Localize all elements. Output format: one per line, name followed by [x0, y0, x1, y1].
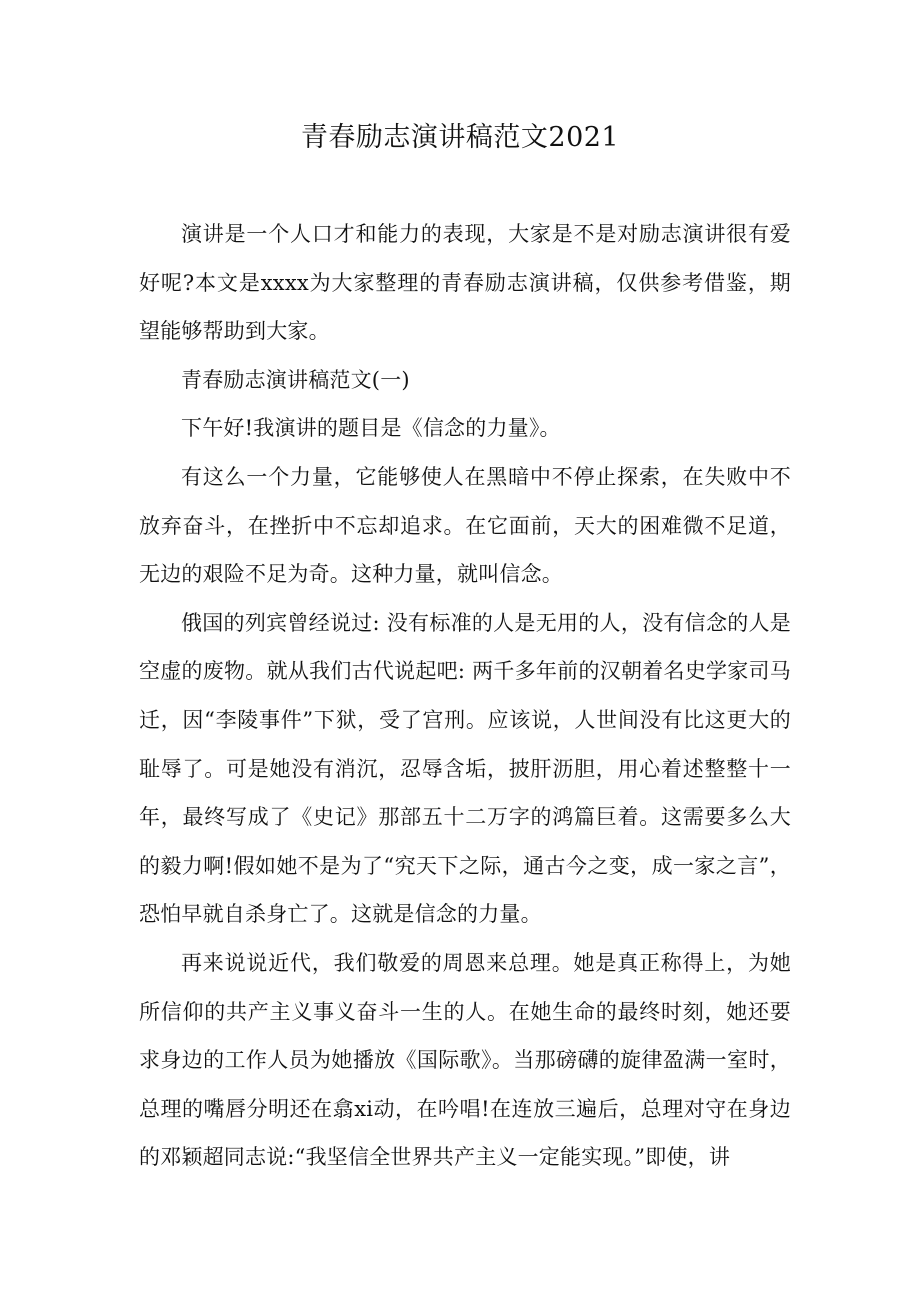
body-paragraph: 再来说说近代，我们敬爱的周恩来总理。她是真正称得上，为她所信仰的共产主义事义奋斗一生的人。在她生命的最终时刻，她还要求身边的工作人员为她播放《国际歌》。当那磅礴的旋律盈满一室时，总理的嘴唇分明还在翕xi动，在吟唱!在连放三遍后，总理对守在身边的邓颖超同志说:“我坚信全世界共产主义一定能实现。”即使，讲: [139, 950, 791, 1170]
greeting-paragraph: 下午好!我演讲的题目是《信念的力量》。: [181, 416, 561, 441]
document-body: [139, 210, 791, 1182]
document-title: 青春励志演讲稿范文2021: [300, 122, 620, 153]
intro-paragraph: 演讲是一个人口才和能力的表现，大家是不是对励志演讲很有爱好呢?本文是xxxx为大家整理的青春励志演讲稿，仅供参考借鉴，期望能够帮助到大家。: [139, 222, 791, 344]
body-paragraph: 有这么一个力量，它能够使人在黑暗中不停止探索，在失败中不放弃奋斗，在挫折中不忘却追求。在它面前，天大的困难微不足道，无边的艰险不足为奇。这种力量，就叫信念。: [139, 464, 791, 587]
body-paragraph: 俄国的列宾曾经说过: 没有标准的人是无用的人，没有信念的人是空虚的废物。就从我们古代说起吧: 两千多年前的汉朝着名史学家司马迁，因“李陵事件”下狱，受了宫刑。应该说，人世间没有比这更大的耻辱了。可是她没有消沉，忍辱含垢，披肝沥胆，用心着述整整十一年，最终写成了《史记》那部五十二万字的鸿篇巨着。这需要多么大的毅力啊!假如她不是为了“究天下之际，通古今之变，成一家之言”，恐怕早就自杀身亡了。这就是信念的力量。: [139, 610, 791, 927]
section-heading: 青春励志演讲稿范文(一): [181, 367, 410, 392]
